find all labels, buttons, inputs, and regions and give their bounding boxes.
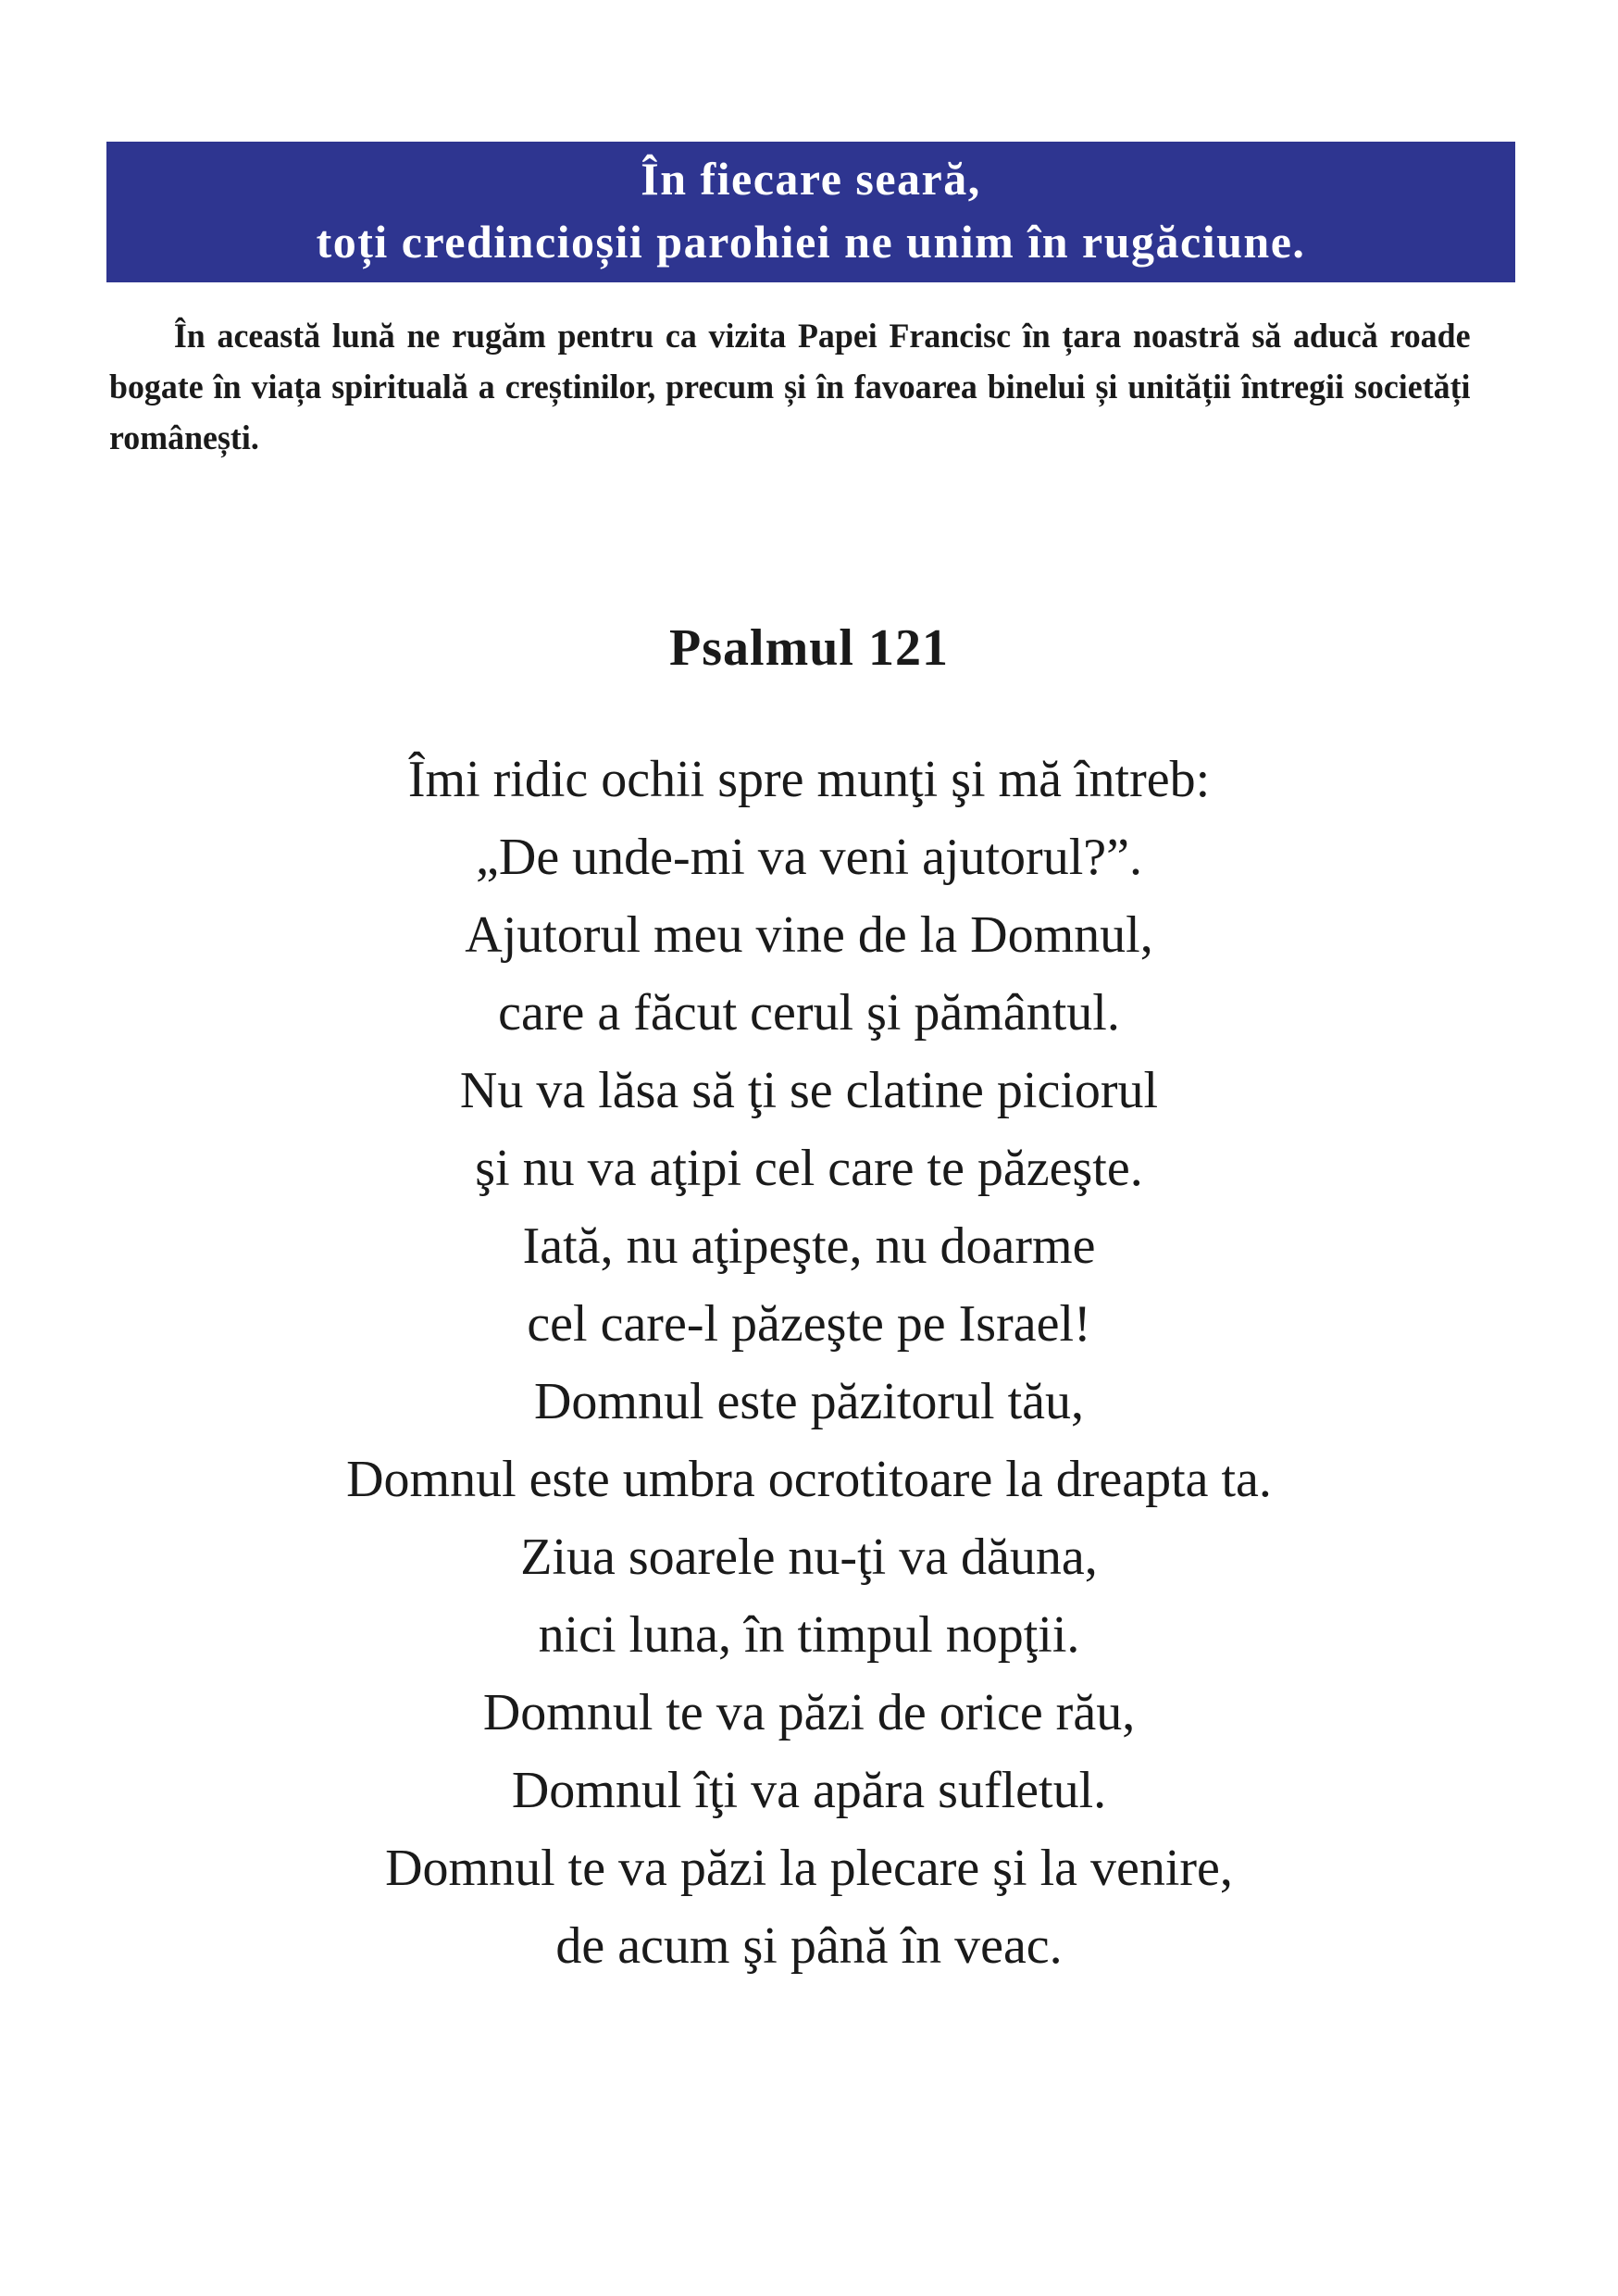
psalm-verse: Domnul te va păzi la plecare şi la venire, xyxy=(385,1840,1233,1897)
header-banner xyxy=(106,142,1515,282)
banner-line-2: toți credincioșii parohiei ne unim în rugăciune. xyxy=(316,216,1306,268)
psalm-verse: Domnul este umbra ocrotitoare la dreapta ta. xyxy=(346,1451,1272,1508)
psalm-title: Psalmul 121 xyxy=(669,619,949,677)
psalm-verse: Domnul te va păzi de orice rău, xyxy=(482,1684,1136,1741)
psalm-verse: Ajutorul meu vine de la Domnul, xyxy=(465,906,1153,964)
psalm-verse: cel care-l păzeşte pe Israel! xyxy=(527,1295,1091,1353)
banner-line-1: În fiecare seară, xyxy=(641,153,981,205)
psalm-verse: Domnul este păzitorul tău, xyxy=(533,1373,1085,1430)
psalm-text xyxy=(0,741,1618,1985)
psalm-verse: şi nu va aţipi cel care te păzeşte. xyxy=(475,1140,1143,1197)
psalm-verse: Domnul îţi va apăra sufletul. xyxy=(511,1762,1107,1819)
psalm-verse: „De unde-mi va veni ajutorul?”. xyxy=(476,829,1142,886)
psalm-verse: care a făcut cerul şi pământul. xyxy=(498,984,1120,1042)
psalm-verse: Îmi ridic ochii spre munţi şi mă întreb: xyxy=(407,751,1211,808)
prayer-intention-paragraph: În această lună ne rugăm pentru ca vizita Papei Francisc în țara noastră să aducă roade bogate în viața spirituală a creștinilor, precum și în favoarea binelui și unității întregii societăți românești. xyxy=(109,318,1471,457)
psalm-verse: de acum şi până în veac. xyxy=(555,1917,1063,1975)
psalm-verse: Iată, nu aţipeşte, nu doarme xyxy=(522,1217,1096,1275)
psalm-verse: nici luna, în timpul nopţii. xyxy=(538,1606,1080,1664)
psalm-verse: Ziua soarele nu-ţi va dăuna, xyxy=(520,1529,1098,1586)
psalm-verse: Nu va lăsa să ţi se clatine piciorul xyxy=(459,1062,1159,1119)
